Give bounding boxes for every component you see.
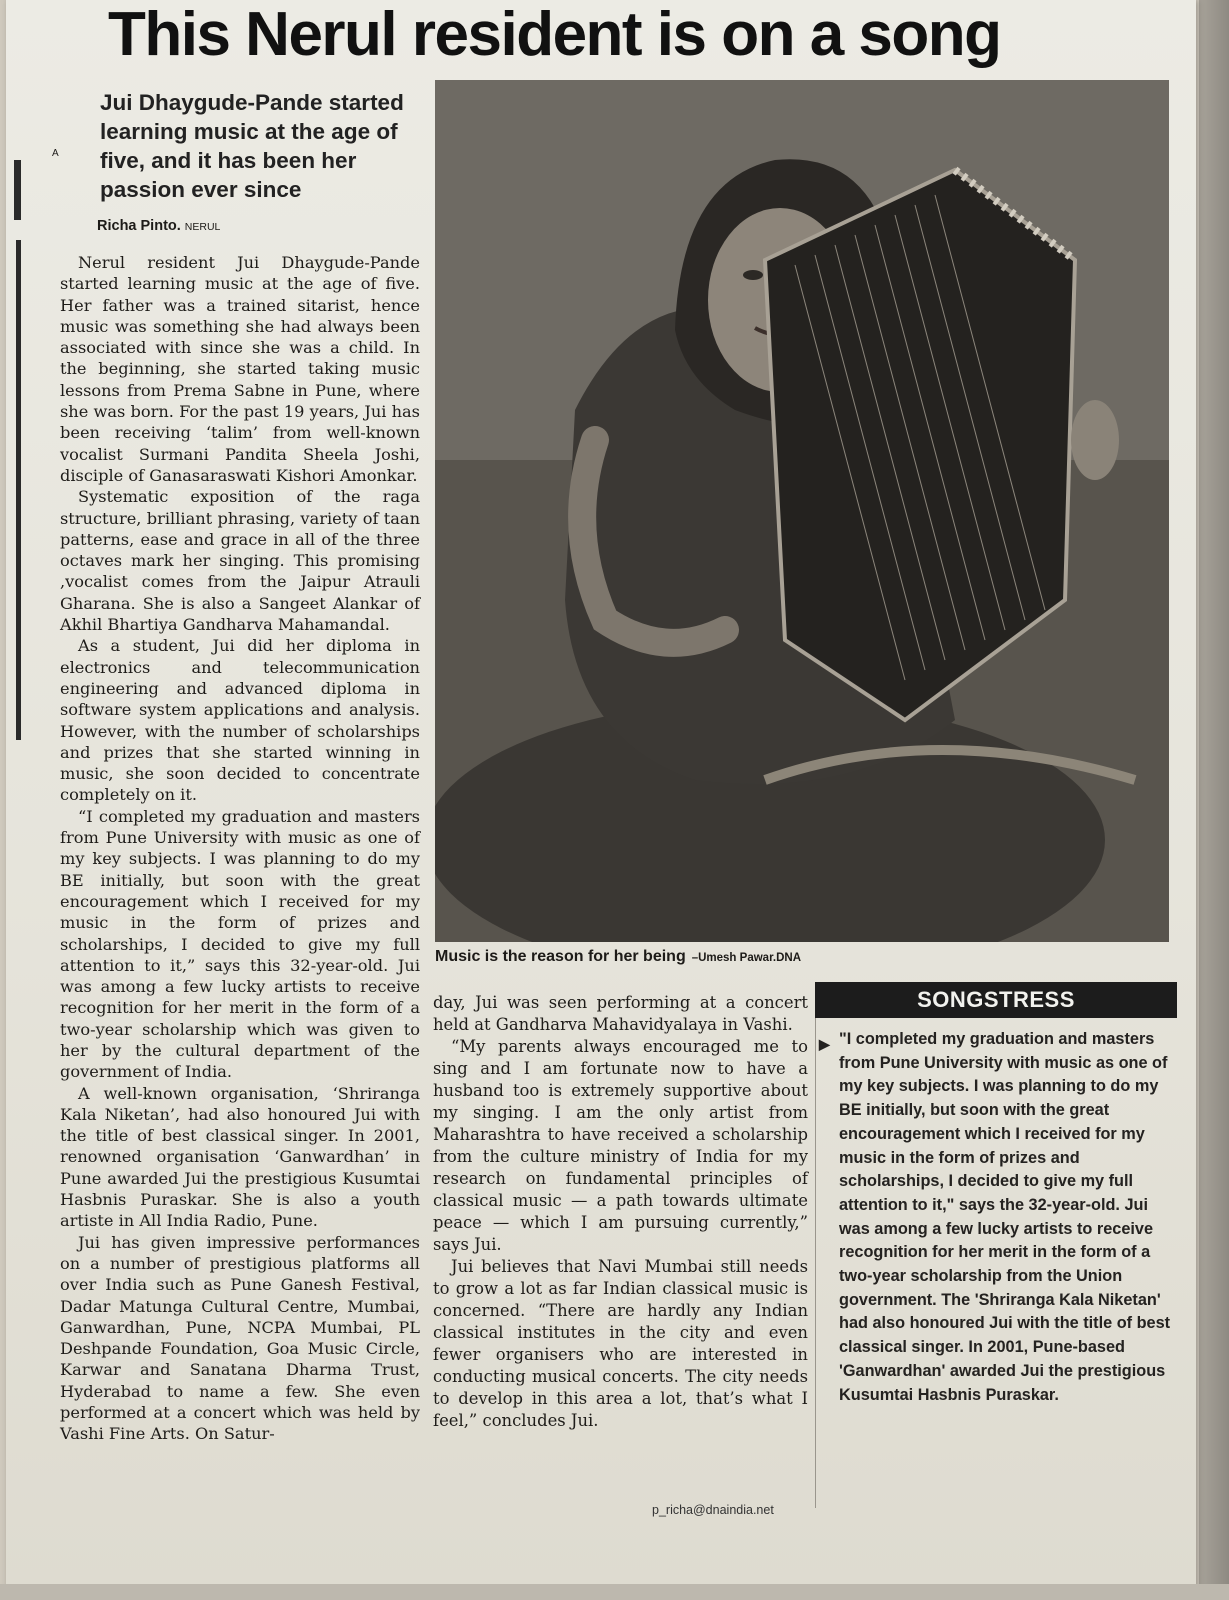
sidebar-title: SONGSTRESS	[815, 982, 1177, 1018]
col1-paragraph-2: Systematic exposition of the raga structure, brilliant phrasing, variety of taan patterns, ease and grace in all of the three octaves mark her singing. This promising ,vocalist comes from the Jaipur Atrauli Gharana. She is also a Sangeet Alankar of Akhil Bhartiya Gandharva Mahamandal.	[60, 487, 420, 635]
caption-text: Music is the reason for her being	[435, 948, 686, 965]
col1-paragraph-3: As a student, Jui did her diploma in electronics and telecommunication engineering and advanced diploma in software system applications and analysis. However, with the number of scholarships and prizes that she started winning in music, she soon decided to concentrate completely on it.	[60, 636, 420, 805]
col1-paragraph-1: Nerul resident Jui Dhaygude-Pande started learning music at the age of five. Her father was a trained sitarist, hence music was something she had always been associated with since she was a child. In the beginning, she started taking music lessons from Prema Sabne in Pune, where she was born. For the past 19 years, Jui has been receiving ‘talim’ from well-known vocalist Surmani Pandita Sheela Joshi, disciple of Ganasaraswati Kishori Amonkar.	[60, 253, 420, 485]
page-bottom-edge	[0, 1584, 1229, 1600]
article-deck: Jui Dhaygude-Pande started learning music at the age of five, and it has been her passion ever since	[100, 90, 404, 202]
photo-illustration	[435, 80, 1169, 942]
adjacent-page-edge	[1199, 0, 1229, 1600]
photo-credit: –Umesh Pawar.DNA	[691, 952, 802, 964]
col2-paragraph-1: day, Jui was seen performing at a concert held at Gandharva Mahavidyalaya in Vashi.	[433, 993, 808, 1034]
photo-caption	[435, 948, 1175, 966]
col2-paragraph-3: Jui believes that Navi Mumbai still needs to grow a lot as far Indian classical music is concerned. “There are hardly any Indian classical institutes in the city and even fewer organisers who are interested in conducting musical concerts. The city needs to develop in this area a lot, that’s what I feel,” concludes Jui.	[433, 1257, 808, 1430]
article-headline: This Nerul resident is on a song	[108, 0, 1001, 69]
print-margin-bar	[16, 240, 21, 740]
article-column-1	[60, 252, 420, 1445]
songstress-sidebar	[815, 982, 1177, 1407]
col2-paragraph-2: “My parents always encouraged me to sing and I am fortunate now to have a husband too is extremely supportive about my singing. I am the only artist from Maharashtra to have received a scholarship from the culture ministry of India for my research on fundamental principles of classical music — a path towards ultimate peace — which I am pursuing currently,” says Jui.	[433, 1037, 808, 1254]
byline-author: Richa Pinto.	[97, 218, 181, 234]
col1-paragraph-4: “I completed my graduation and masters from Pune University with music as one of my key subjects. I was planning to do my BE initially, but soon with the great encouragement which I received for my music in the form of prizes and scholarships, I decided to give my full attention to it,” says this 32-year-old. Jui was among a few lucky artists to receive recognition for her merit in the form of a two-year scholarship which was given to her by the cultural department of the government of India.	[60, 806, 420, 1082]
article-column-2	[433, 992, 808, 1432]
article-photo	[435, 80, 1169, 942]
sidebar-body	[815, 1018, 1177, 1407]
margin-letter: A	[52, 148, 59, 159]
byline-location: NERUL	[184, 221, 221, 233]
col1-paragraph-6: Jui has given impressive performances on a number of prestigious platforms all over India such as Pune Ganesh Festival, Dadar Matunga Cultural Centre, Mumbai, Ganwardhan, Pune, NCPA Mumbai, PL Deshpande Foundation, Goa Music Circle, Karwar and Sanatana Dharma Trust, Hyderabad to name a few. She even performed at a concert which was held by Vashi Fine Arts. On Satur-	[60, 1232, 420, 1444]
byline	[97, 218, 427, 234]
col1-paragraph-5: A well-known organisation, ‘Shriranga Kala Niketan’, had also honoured Jui with the title of best classical singer. In 2001, renowned organisation ‘Ganwardhan’ in Pune awarded Jui the prestigious Kusumtai Hasbnis Puraskar. She is also a youth artiste in All India Radio, Pune.	[60, 1083, 420, 1231]
print-margin-mark	[14, 160, 21, 220]
hand-shape	[1071, 400, 1119, 480]
author-email: p_richa@dnaindia.net	[652, 1503, 774, 1517]
arrow-icon: ▶	[819, 1036, 830, 1052]
sidebar-quote: "I completed my graduation and masters from Pune University with music as one of my key subjects. I was planning to do my BE initially, but soon with the great encouragement which I received for my music in the form of prizes and scholarships, I decided to give my full attention to it," says the 32-year-old. Jui was among a few lucky artists to receive recognition for her merit in the form of a two-year scholarship from the Union government. The 'Shriranga Kala Niketan' had also honoured Jui with the title of best classical singer. In 2001, Pune-based 'Ganwardhan' awarded Jui the prestigious Kusumtai Hasbnis Puraskar.	[839, 1030, 1171, 1404]
